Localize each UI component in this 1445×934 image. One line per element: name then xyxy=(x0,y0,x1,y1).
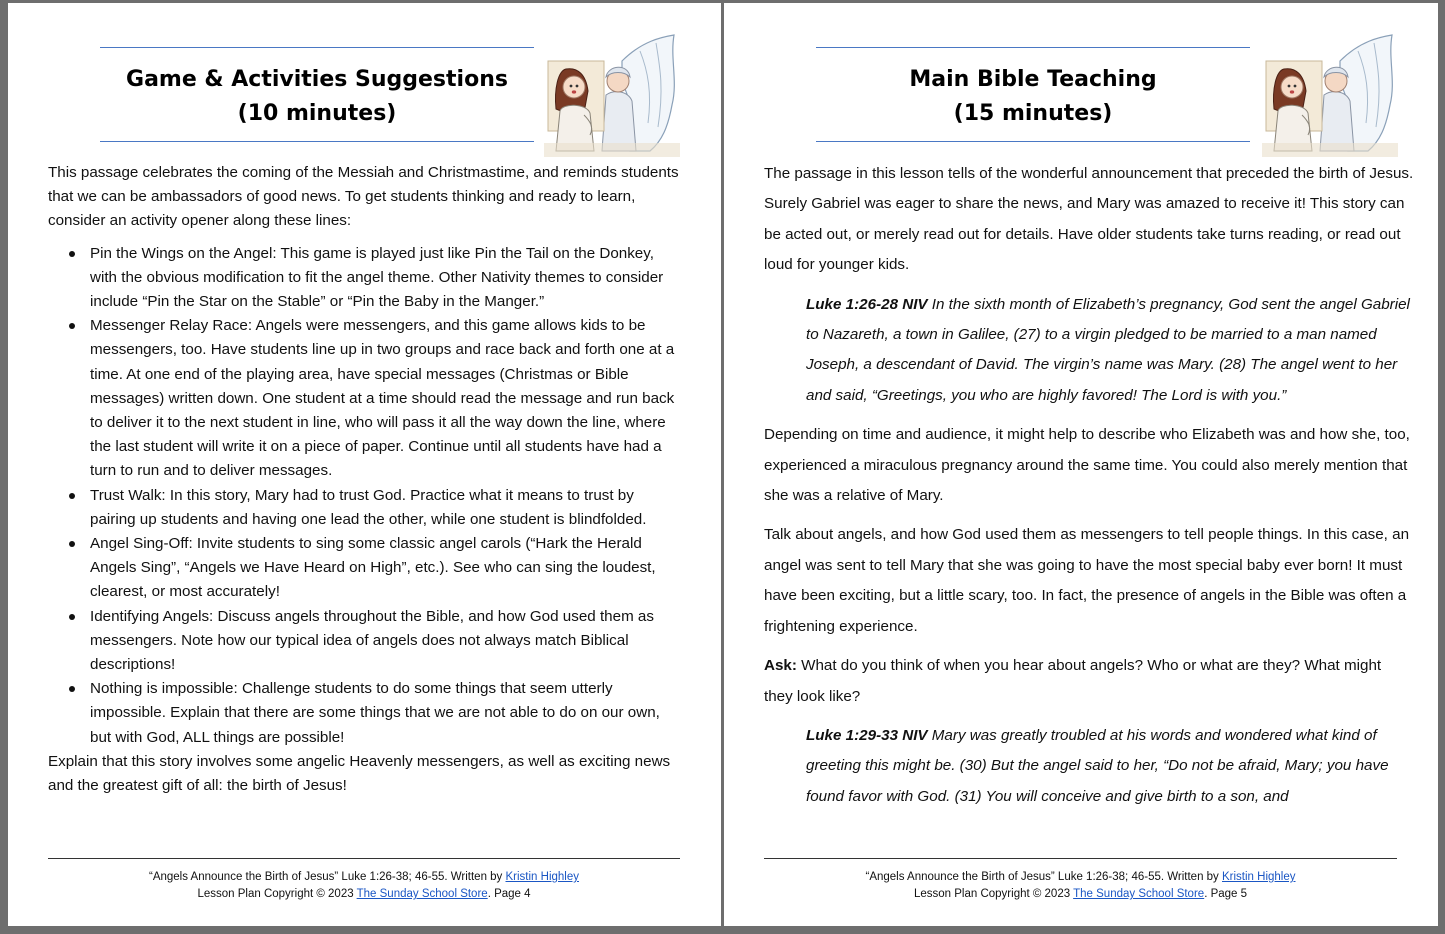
page-footer xyxy=(764,858,1397,903)
scripture-reference: Luke 1:26-28 NIV xyxy=(806,295,928,313)
heading-rule-bottom xyxy=(816,141,1250,142)
list-item: Messenger Relay Race: Angels were messengers, and this game allows kids to be messengers, too. Have students line up in two groups and race back and forth one at a time. At one end of the playing area, have special messages (Christmas or Bible messages) written down. One student at a time should read the message and run back to deliver it to the next student in line, who will pass it all the way down the line, where the last student will write it on a piece of paper. Continue until all students have had a turn to run and to deliver messages. xyxy=(90,314,682,483)
footer-credit-line xyxy=(48,869,680,886)
list-item: Angel Sing-Off: Invite students to sing some classic angel carols (“Hark the Herald Angels Sing”, “Angels we Have Heard on High”, etc.). See who can sing the loudest, clearest, or most accurately! xyxy=(90,532,682,605)
intro-paragraph: This passage celebrates the coming of the Messiah and Christmastime, and reminds students that we can be ambassadors of good news. To get students thinking and ready to learn, consider an activity opener along these lines: xyxy=(48,164,679,230)
page-title xyxy=(100,63,534,131)
heading-rule-top xyxy=(816,47,1250,48)
scripture-text: In the sixth month of Elizabeth’s pregnancy, God sent the angel Gabriel to Nazareth, a town in Galilee, (27) to a virgin pledged to be married to a man named Joseph, a descendant of David. The virgin’s name was Mary. (28) The angel went to her and said, “Greetings, you who are highly favored! The Lord is with you.” xyxy=(806,295,1410,404)
ask-paragraph xyxy=(764,651,1414,712)
footer-copyright: Lesson Plan Copyright © 2023 xyxy=(197,888,357,900)
right-page xyxy=(724,3,1438,926)
ask-label: Ask: xyxy=(764,657,797,675)
title-line-2: (10 minutes) xyxy=(237,101,397,126)
footer-text xyxy=(764,869,1397,903)
author-link[interactable]: Kristin Highley xyxy=(505,871,579,883)
title-line-1: Main Bible Teaching xyxy=(909,67,1157,92)
activity-list xyxy=(48,242,682,750)
store-link[interactable]: The Sunday School Store xyxy=(356,888,488,900)
angel-mary-illustration xyxy=(544,31,680,157)
scripture-text: Mary was greatly troubled at his words and wondered what kind of greeting this might be. (30) But the angel said to her, “Do not be afraid, Mary; you have found favor with God. (31) You will conceive and give birth to a son, and xyxy=(806,726,1389,805)
footer-credit-line xyxy=(764,869,1397,886)
store-link[interactable]: The Sunday School Store xyxy=(1073,888,1205,900)
footer-copyright-line xyxy=(764,886,1397,903)
footer-credit: “Angels Announce the Birth of Jesus” Luke 1:26-38; 46-55. Written by xyxy=(149,871,506,883)
scripture-quote-2 xyxy=(764,721,1414,812)
page-number: . Page 5 xyxy=(1204,888,1248,900)
paragraph-elizabeth: Depending on time and audience, it might help to describe who Elizabeth was and how she, too, experienced a miraculous pregnancy around the same time. You could also merely mention that she was a relative of Mary. xyxy=(764,426,1410,505)
scripture-reference: Luke 1:29-33 NIV xyxy=(806,726,928,744)
list-item: Identifying Angels: Discuss angels throughout the Bible, and how God used them as messengers. Note how our typical idea of angels does not always match Biblical descriptions! xyxy=(90,605,682,678)
ask-text: What do you think of when you hear about angels? Who or what are they? What might they look like? xyxy=(764,657,1382,705)
angel-mary-illustration xyxy=(1262,31,1398,157)
heading-rule-top xyxy=(100,47,534,48)
page-title xyxy=(816,63,1250,131)
heading-rule-bottom xyxy=(100,141,534,142)
footer-text xyxy=(48,869,680,903)
footer-rule xyxy=(48,858,680,859)
author-link[interactable]: Kristin Highley xyxy=(1222,871,1296,883)
page-number: . Page 4 xyxy=(487,888,531,900)
left-page xyxy=(8,3,721,926)
title-line-1: Game & Activities Suggestions xyxy=(126,67,508,92)
paragraph-intro: The passage in this lesson tells of the wonderful announcement that preceded the birth of Jesus. Surely Gabriel was eager to share the news, and Mary was amazed to receive it! This story can be acted out, or merely read out for details. Have older students take turns reading, or read out loud for younger kids. xyxy=(764,165,1414,274)
scripture-quote-1 xyxy=(764,290,1414,412)
outro-paragraph: Explain that this story involves some angelic Heavenly messengers, as well as exciting news and the greatest gift of all: the birth of Jesus! xyxy=(48,752,671,795)
title-line-2: (15 minutes) xyxy=(953,101,1113,126)
list-item: Nothing is impossible: Challenge students to do some things that seem utterly impossible. Explain that there are some things that we are not able to do on our own, but with God, ALL things are possible! xyxy=(90,677,682,750)
footer-rule xyxy=(764,858,1397,859)
paragraph-angels: Talk about angels, and how God used them as messengers to tell people things. In this case, an angel was sent to tell Mary that she was going to have the most special baby ever born! It must have been exciting, but a little scary, too. In fact, the presence of angels in the Bible was often a frightening experience. xyxy=(764,526,1410,635)
list-item: Pin the Wings on the Angel: This game is played just like Pin the Tail on the Donkey, with the obvious modification to fit the angel theme. Other Nativity themes to consider include “Pin the Star on the Stable” or “Pin the Baby in the Manger.” xyxy=(90,242,682,315)
footer-copyright: Lesson Plan Copyright © 2023 xyxy=(913,888,1074,900)
page-footer xyxy=(48,858,680,903)
footer-credit: “Angels Announce the Birth of Jesus” Luke 1:26-38; 46-55. Written by xyxy=(865,871,1222,883)
body-content xyxy=(764,159,1414,821)
body-content xyxy=(48,161,682,798)
section-heading xyxy=(100,47,534,142)
list-item: Trust Walk: In this story, Mary had to trust God. Practice what it means to trust by pairing up students and having one lead the other, while one student is blindfolded. xyxy=(90,484,682,532)
footer-copyright-line xyxy=(48,886,680,903)
section-heading xyxy=(816,47,1250,142)
